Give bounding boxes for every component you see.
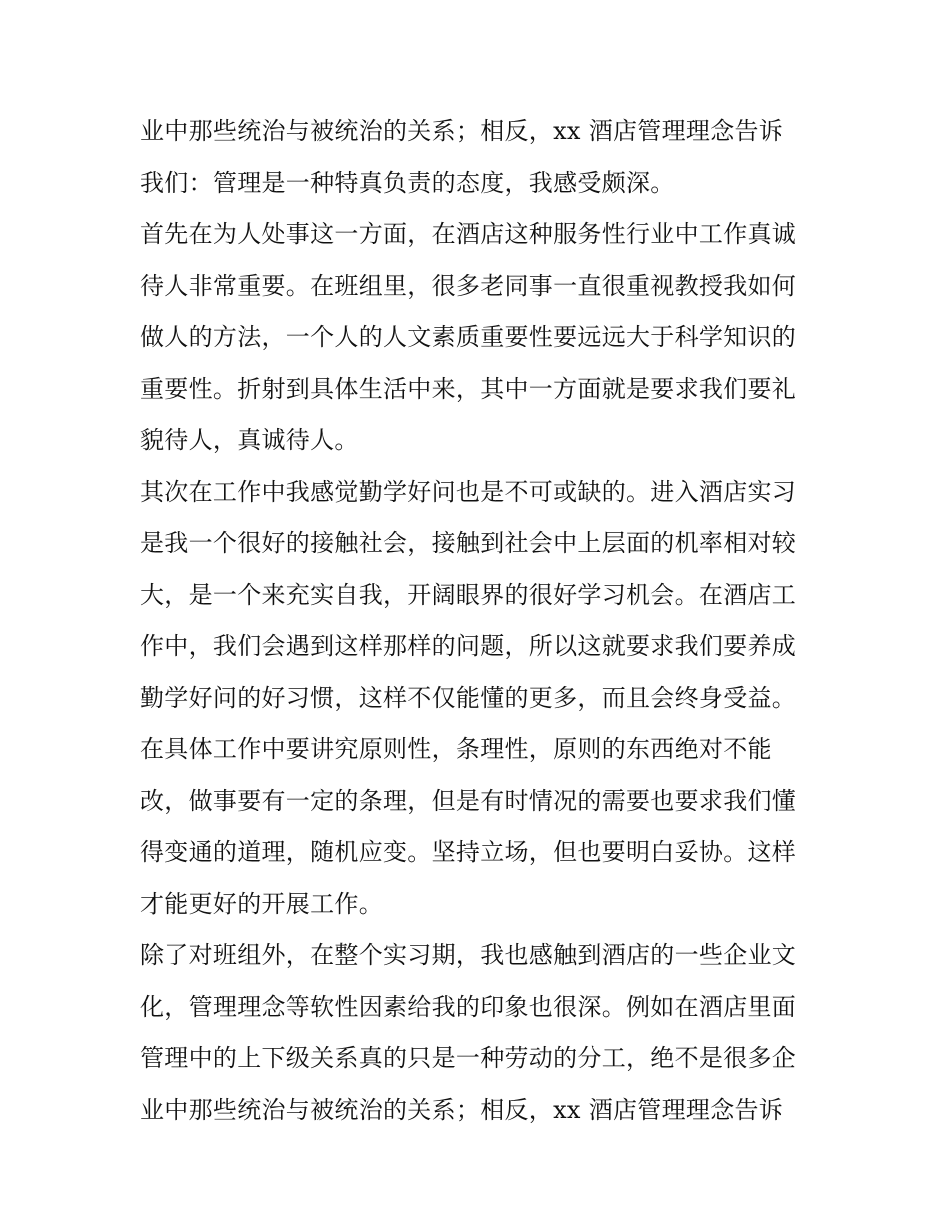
text-line: 除了对班组外，在整个实习期，我也感触到酒店的一些企业文 <box>140 941 797 969</box>
text-line: 业中那些统治与被统治的关系；相反，xx 酒店管理理念告诉 <box>140 1095 784 1124</box>
text-line: 我们：管理是一种特真负责的态度，我感受颇深。 <box>140 168 675 197</box>
text-line: 作中，我们会遇到这样那样的问题，所以这就要求我们要养成 <box>140 632 797 660</box>
text-line: 在具体工作中要讲究原则性，条理性，原则的东西绝对不能 <box>140 735 772 763</box>
body-text <box>140 106 820 1136</box>
text-line: 得变通的道理，随机应变。坚持立场，但也要明白妥协。这样 <box>140 838 797 866</box>
text-line: 管理中的上下级关系真的只是一种劳动的分工，绝不是很多企 <box>140 1044 797 1072</box>
text-line: 待人非常重要。在班组里，很多老同事一直很重视教授我如何 <box>140 271 797 300</box>
text-line: 其次在工作中我感觉勤学好问也是不可或缺的。进入酒店实习 <box>140 477 797 506</box>
text-line: 是我一个很好的接触社会，接触到社会中上层面的机率相对较 <box>140 529 797 557</box>
text-line: 化，管理理念等软性因素给我的印象也很深。例如在酒店里面 <box>140 992 797 1021</box>
text-line: 重要性。折射到具体生活中来，其中一方面就是要求我们要礼 <box>140 374 797 403</box>
text-line: 改，做事要有一定的条理，但是有时情况的需要也要求我们懂 <box>140 786 797 815</box>
text-line: 才能更好的开展工作。 <box>140 889 383 918</box>
text-line: 大，是一个来充实自我，开阔眼界的很好学习机会。在酒店工 <box>140 580 797 609</box>
text-line: 业中那些统治与被统治的关系；相反，xx 酒店管理理念告诉 <box>140 117 784 145</box>
text-line: 首先在为人处事这一方面，在酒店这种服务性行业中工作真诚 <box>140 220 797 248</box>
text-line: 貌待人，真诚待人。 <box>140 426 359 454</box>
text-line: 勤学好问的好习惯，这样不仅能懂的更多，而且会终身受益。 <box>140 683 797 712</box>
text-line: 做人的方法，一个人的人文素质重要性要远远大于科学知识的 <box>140 323 797 351</box>
